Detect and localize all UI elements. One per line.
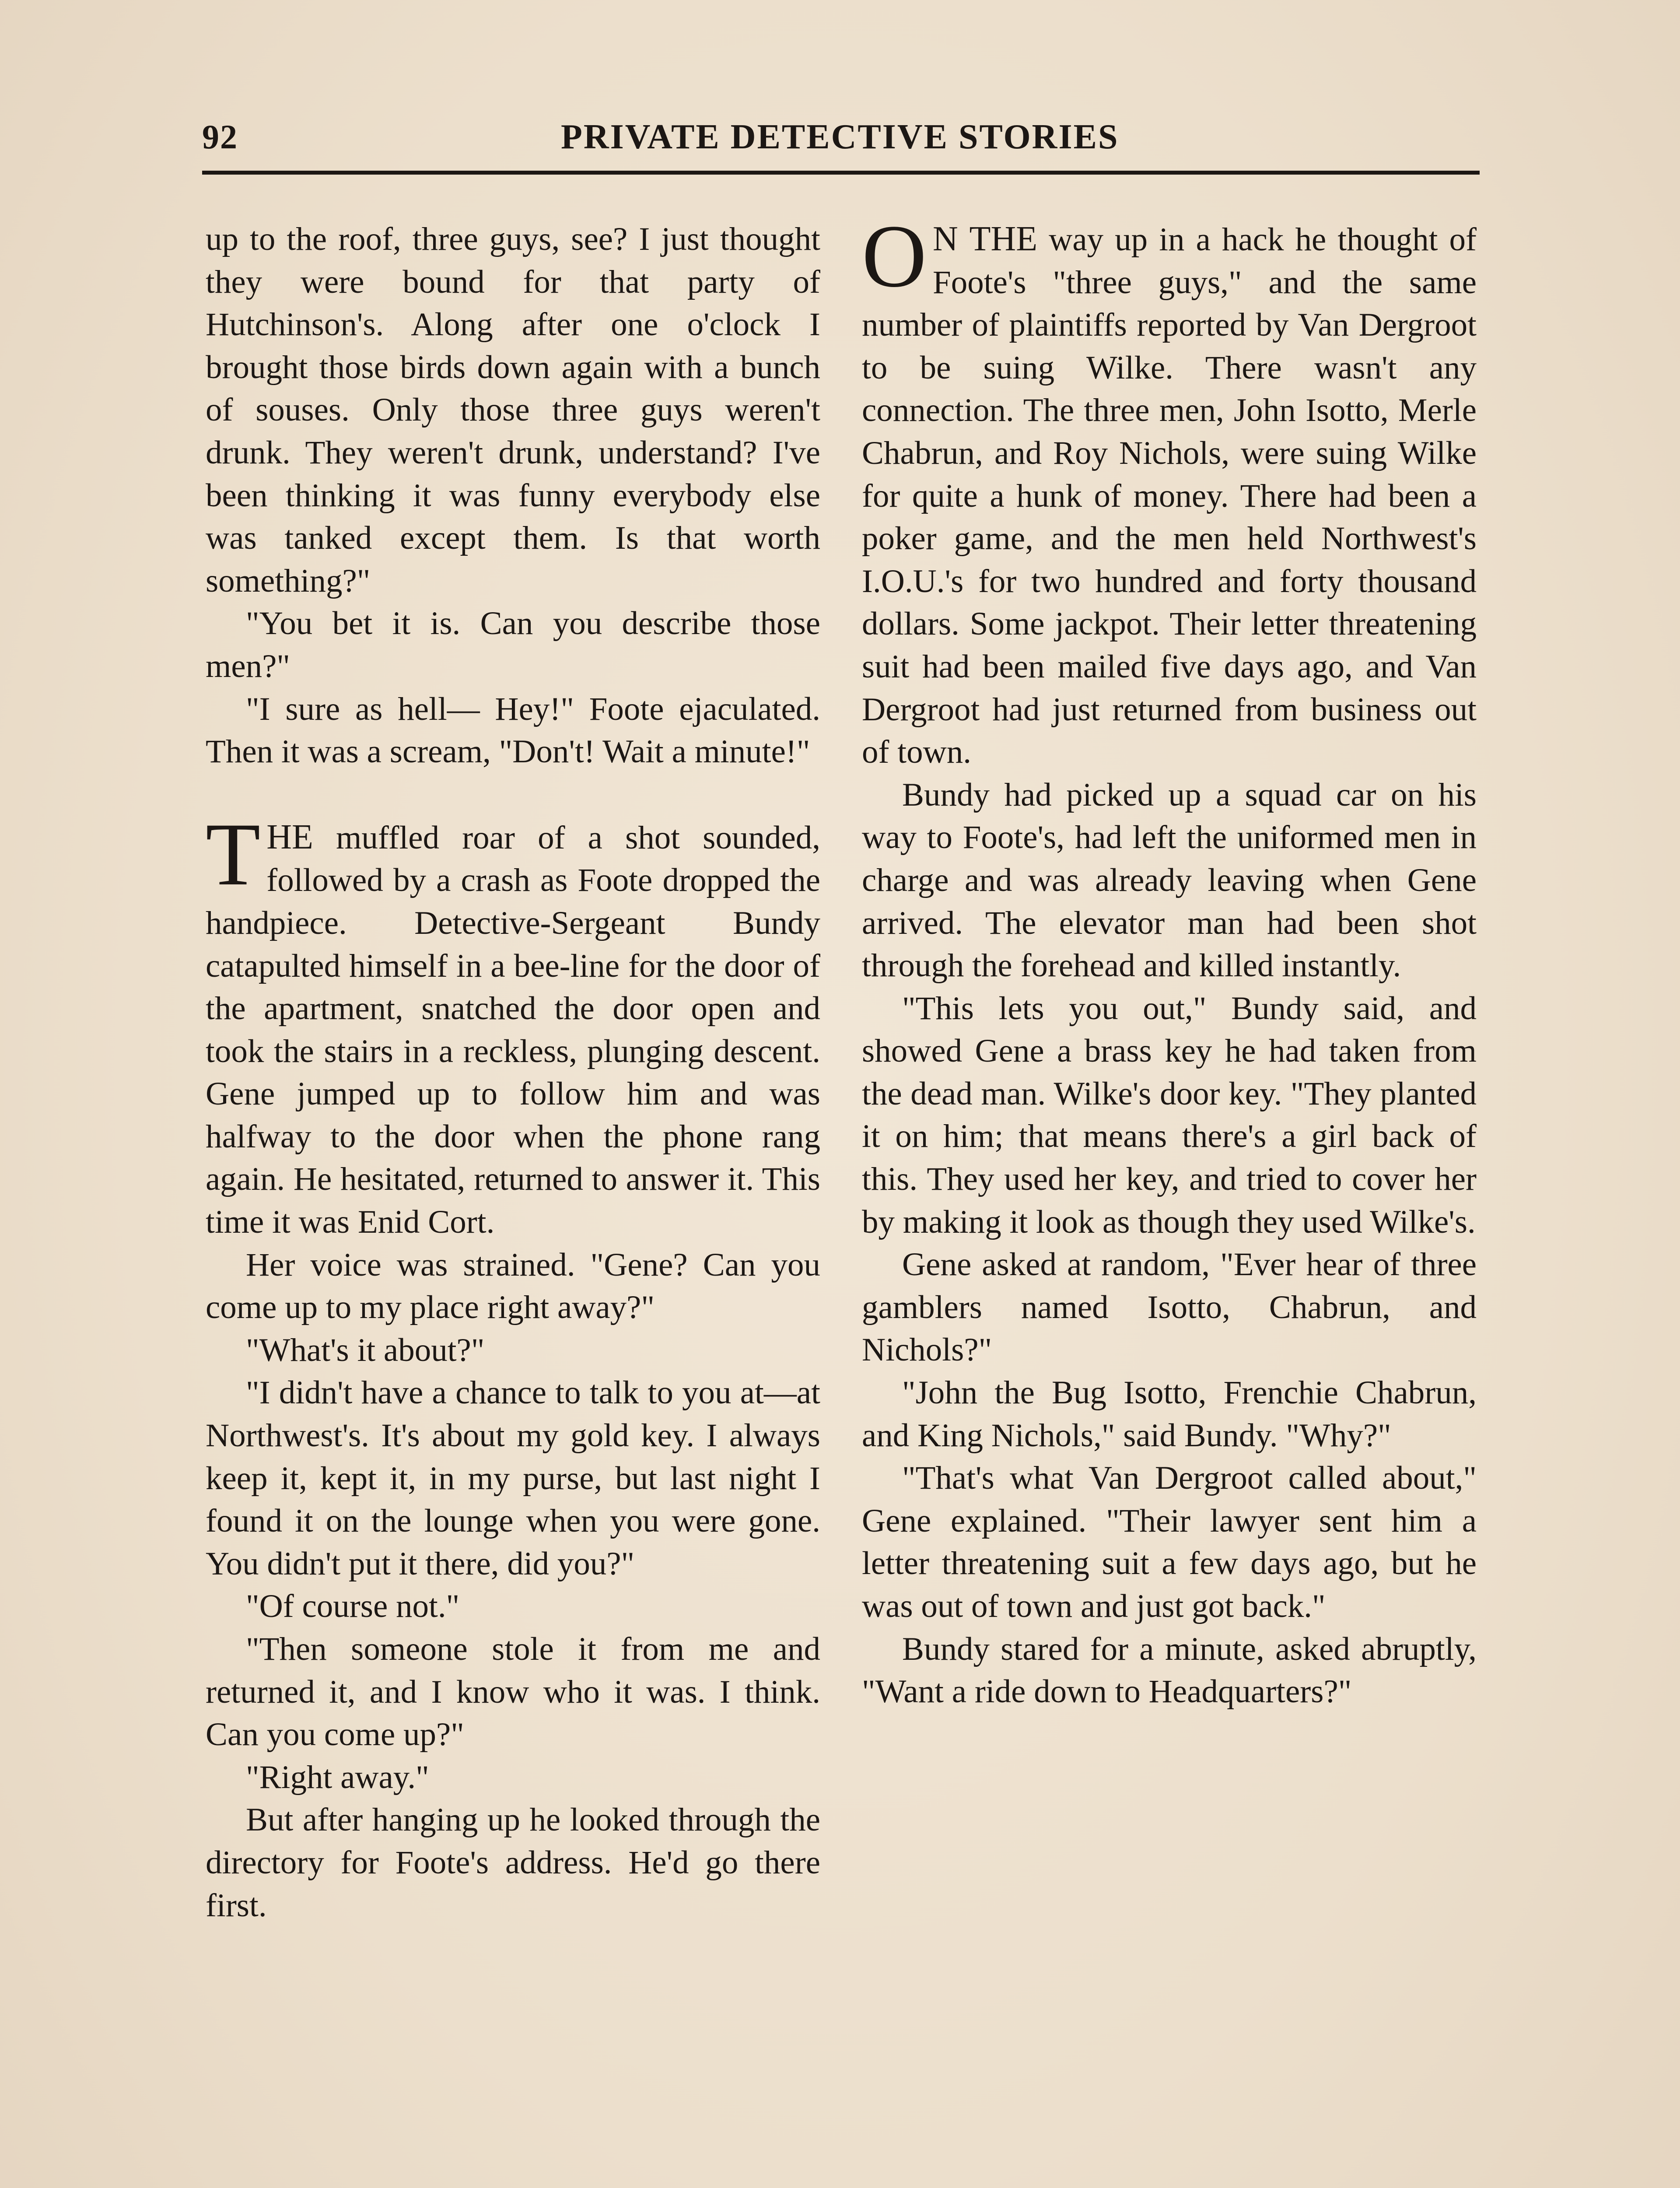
paragraph: But after hanging up he looked through the directory for Foote's address. He'd go there first. xyxy=(206,1802,820,1924)
paragraph: "You bet it is. Can you describe those men?" xyxy=(206,605,820,684)
paragraph: Bundy stared for a minute, asked abruptly, "Want a ride down to Headquarters?" xyxy=(862,1630,1477,1710)
paragraph: "Right away." xyxy=(246,1759,429,1795)
lead-in-caps: N THE xyxy=(933,220,1038,258)
left-column xyxy=(206,218,820,1927)
paragraph: up to the roof, three guys, see? I just thought they were bound for that party of Hutchinson's. Along after one o'clock I brought those birds down again with a bunch of souses. Only those three guys weren't drunk. They weren't drunk, understand? I've been thinking it was funny everybody else was tanked except them. Is that worth something?" xyxy=(206,221,820,599)
paragraph: "This lets you out," Bundy said, and showed Gene a brass key he had taken from the dead man. Wilke's door key. "They planted it on him; that means there's a girl back of this. They used her key, and tried to cover her by making it look as though they used Wilke's. xyxy=(862,990,1477,1240)
paragraph: Her voice was strained. "Gene? Can you come up to my place right away?" xyxy=(206,1246,820,1326)
section-start-paragraph xyxy=(206,804,820,1244)
paragraph: "That's what Van Dergroot called about," Gene explained. "Their lawyer sent him a letter threatening suit a few days ago, but he was out of town and just got back." xyxy=(862,1460,1477,1624)
right-column xyxy=(862,207,1477,1713)
paragraph: "I didn't have a chance to talk to you at—at Northwest's. It's about my gold key. I always keep it, kept it, in my purse, but last night I found it on the lounge when you were gone. You didn't put it there, did you?" xyxy=(206,1375,820,1582)
paragraph: "What's it about?" xyxy=(246,1332,485,1368)
paragraph: "Of course not." xyxy=(246,1588,460,1625)
paragraph: Bundy had picked up a squad car on his way to Foote's, had left the uniformed men in charge and was already leaving when Gene arrived. The elevator man had been shot through the forehead and killed instantly. xyxy=(862,776,1477,984)
running-title: PRIVATE DETECTIVE STORIES xyxy=(561,118,1119,156)
paragraph: "Then someone stole it from me and returned it, and I know who it was. I think. Can you come up?" xyxy=(206,1631,820,1753)
paragraph: "I sure as hell— Hey!" Foote ejaculated. Then it was a scream, "Don't! Wait a minute!" xyxy=(206,691,820,770)
drop-cap: O xyxy=(862,207,927,306)
page-number: 92 xyxy=(202,118,238,156)
section-start-paragraph xyxy=(862,207,1477,774)
drop-cap: T xyxy=(206,804,261,904)
header-rule xyxy=(202,171,1480,175)
paragraph-text: way up in a hack he thought of Foote's "three guys," and the same number of plaintiffs reported by Van Dergroot to be suing Wilke. There wasn't any connection. The three men, John Isotto, Merle Chabrun, and Roy Nichols, were suing Wilke for quite a hunk of money. There had been a poker game, and the men held Northwest's I.O.U.'s for two hundred and forty thousand dollars. Some jackpot. Their letter threatening suit had been mailed five days ago, and Van Dergroot had just returned from business out of town. xyxy=(862,221,1477,771)
paragraph-text: muffled roar of a shot sounded, followed by a crash as Foote dropped the handpiece. Detective-Sergeant Bundy catapulted himself in a bee-line for the door of the apartment, snatched the door open and took the stairs in a reckless, plunging descent. Gene jumped up to follow him and was halfway to the door when the phone rang again. He hesitated, returned to answer it. This time it was Enid Cort. xyxy=(206,819,820,1241)
paragraph: Gene asked at random, "Ever hear of three gamblers named Isotto, Chabrun, and Nichols?" xyxy=(862,1246,1477,1368)
page-header xyxy=(202,117,1480,165)
lead-in-caps: HE xyxy=(266,817,313,856)
paragraph: "John the Bug Isotto, Frenchie Chabrun, and King Nichols," said Bundy. "Why?" xyxy=(862,1375,1477,1454)
